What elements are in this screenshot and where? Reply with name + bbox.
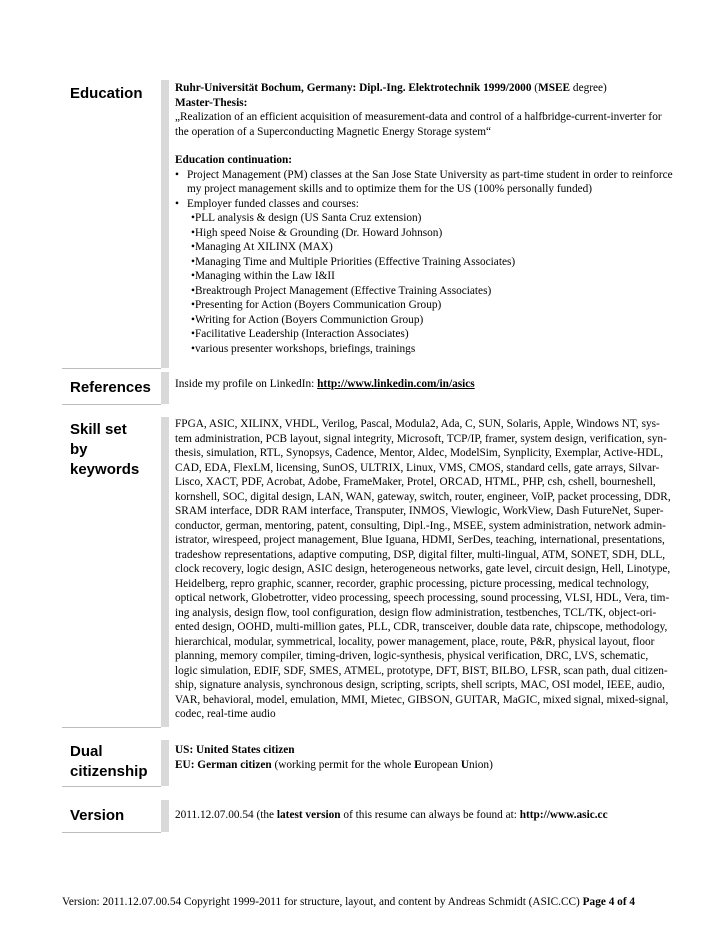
skills-line: codec, real-time audio — [175, 708, 276, 720]
skills-line: VAR, behavioral, model, emulation, MMI, Mietec, GIBSON, GUITAR, MaGIC, mixed signal, mixed-signal, — [175, 693, 669, 706]
skills-line: Heidelberg, repro graphic, scanner, recorder, graphic processing, picture processing, medical technology, — [175, 577, 650, 590]
list-item: • High speed Noise & Grounding (Dr. Howard Johnson) — [175, 226, 703, 241]
list-item: • Managing At XILINX (MAX) — [175, 240, 703, 255]
references-text: Inside my profile on LinkedIn: — [175, 378, 318, 390]
skills-label-box — [62, 417, 161, 728]
citizenship-label: Dual citizenship — [70, 743, 148, 780]
skills-line: planning, memory compiler, timing-driven, logic-synthesis, physical verification, DRC, LVS, schematic, — [175, 650, 649, 662]
education-label-box — [62, 80, 161, 369]
list-item: • various presenter workshops, briefings, trainings — [175, 342, 703, 357]
skills-bar — [161, 417, 169, 727]
list-item: • Presenting for Action (Boyers Communication Group) — [175, 298, 703, 313]
us-citizen: US: United States citizen — [175, 744, 295, 756]
skills-section — [62, 417, 705, 727]
citizenship-content — [175, 743, 703, 772]
course-list — [175, 211, 703, 356]
education-bar — [161, 80, 169, 368]
skills-line: thesis, simulation, RTL, Synopsys, Cadence, Mentor, Aldec, ModelSim, Synplicity, Exemplar, Active-HDL, — [175, 447, 664, 459]
education-content — [175, 81, 703, 356]
version-bar — [161, 800, 169, 832]
education-section — [62, 80, 705, 368]
skills-line: istrator, wirespeed, project management, Blue Iguana, HDMI, SerDes, teaching, international, presentations, — [175, 534, 665, 546]
citizenship-label-box — [62, 740, 161, 787]
version-label: Version — [70, 807, 125, 824]
skills-line: CAD, EDA, FlexLM, licensing, SunOS, ULTRIX, Linux, VMS, CMOS, standard cells, gate arrays, Silvar- — [175, 461, 660, 474]
skills-line: conductor, german, mentoring, patent, consulting, Dipl.-Ing., MSEE, system administration, network admin- — [175, 519, 666, 532]
continuation-bullet-1: • Project Management (PM) classes at the San Jose State University as part-time student in order to reinforce my project management skills and to optimize them for the US (100% personally funded) — [175, 168, 703, 197]
version-number: 2011.12.07.00.54 — [175, 809, 254, 821]
list-item: • Managing Time and Multiple Priorities (Effective Training Associates) — [175, 255, 703, 270]
skills-line: logic simulation, EDIF, SDF, SMES, ATMEL, prototype, DFT, BIST, BILBO, LFSR, scan path, dual citizen- — [175, 664, 668, 677]
education-degree: Ruhr-Universität Bochum, Germany: Dipl.-Ing. Elektrotechnik 1999/2000 (MSEE degree) — [175, 82, 607, 94]
continuation-bullet-2: • Employer funded classes and courses: — [175, 197, 703, 212]
skills-line: ship, signature analysis, synchronous design, scripting, scripts, shell scripts, MAC, OSI model, IEEE, audio, — [175, 679, 665, 691]
list-item: • PLL analysis & design (US Santa Cruz extension) — [175, 211, 703, 226]
skills-line: optical network, Globetrotter, video processing, speech processing, sound processing, VLSI, HDL, Vera, tim- — [175, 592, 670, 604]
list-item: • Facilitative Leadership (Interaction Associates) — [175, 327, 703, 342]
page-number: Page 4 of 4 — [582, 896, 636, 908]
footer-text: Version: 2011.12.07.00.54 Copyright 1999-2011 for structure, layout, and content by Andreas Schmidt (ASIC.CC) — [62, 896, 583, 908]
references-bar — [161, 372, 169, 404]
list-item: • Managing within the Law I&II — [175, 269, 703, 284]
skills-line: clock recovery, logic design, ASIC design, heterogeneous networks, gate level, circuit design, Hell, Linotype, — [175, 563, 671, 575]
skills-line: tradeshow representations, adaptive computing, DSP, digital filter, multi-lingual, ATM, SONET, SDH, DLL, — [175, 548, 666, 561]
citizenship-bar — [161, 740, 169, 786]
education-label: Education — [70, 85, 143, 102]
version-label-box — [62, 800, 161, 833]
skills-line: kornshell, SOC, digital design, LAN, WAN, gateway, switch, router, engineer, VoIP, packet processing, DDR, — [175, 490, 671, 503]
skills-label: Skill set by keywords — [70, 421, 140, 478]
asic-link[interactable]: http://www.asic.cc — [519, 809, 608, 821]
thesis-label: Master-Thesis: — [175, 96, 248, 109]
references-content — [175, 377, 703, 392]
skills-line: ented design, OOHD, multi-million gates, PLL, CDR, transceiver, double data rate, chipscope, methodology, — [175, 621, 668, 633]
references-label: References — [70, 379, 151, 396]
skills-line: tem administration, PCB layout, signal integrity, Microsoft, TCP/IP, framer, system design, verification, syn- — [175, 432, 667, 445]
references-label-box — [62, 372, 161, 405]
citizenship-section — [62, 740, 705, 786]
list-item: • Breaktrough Project Management (Effective Training Associates) — [175, 284, 703, 299]
skills-content — [175, 417, 703, 722]
version-content: 2011.12.07.00.54 (the latest version of this resume can always be found at: http://www.asic.cc — [175, 809, 608, 821]
list-item: • Writing for Action (Boyers Communiction Group) — [175, 313, 703, 328]
education-continuation-title: Education continuation: — [175, 154, 293, 166]
skills-line: FPGA, ASIC, XILINX, VHDL, Verilog, Pascal, Modula2, Ada, C, SUN, Solaris, Apple, Windows NT, sys- — [175, 418, 660, 430]
references-section — [62, 372, 705, 404]
skills-line: Lisco, XACT, PDF, Acrobat, Adobe, FrameMaker, Protel, ORCAD, HTML, PHP, csh, cshell, bourneshell, — [175, 476, 656, 488]
version-section — [62, 800, 705, 832]
eu-citizen: EU: German citizen (working permit for the whole European Union) — [175, 758, 493, 771]
skills-line: hierarchical, modular, symmetrical, locality, power management, place, route, P&R, physical layout, floor — [175, 635, 655, 648]
linkedin-link[interactable]: http://www.linkedin.com/in/asics — [317, 378, 475, 390]
thesis-text-1: „Realization of an efficient acquisition of measurement-data and control of a halfbridge-current-inverter for — [175, 111, 662, 123]
skills-line: ing analysis, design flow, tool configuration, design flow administration, testbenches, TCL/TK, object-ori- — [175, 606, 657, 619]
page-footer — [62, 895, 682, 909]
thesis-text-2: the operation of a Superconducting Magnetic Energy Storage system“ — [175, 125, 492, 138]
skills-line: SRAM interface, DDR RAM interface, Transputer, INMOS, Viewlogic, WorkView, Dash FutureNet, Super- — [175, 505, 664, 517]
